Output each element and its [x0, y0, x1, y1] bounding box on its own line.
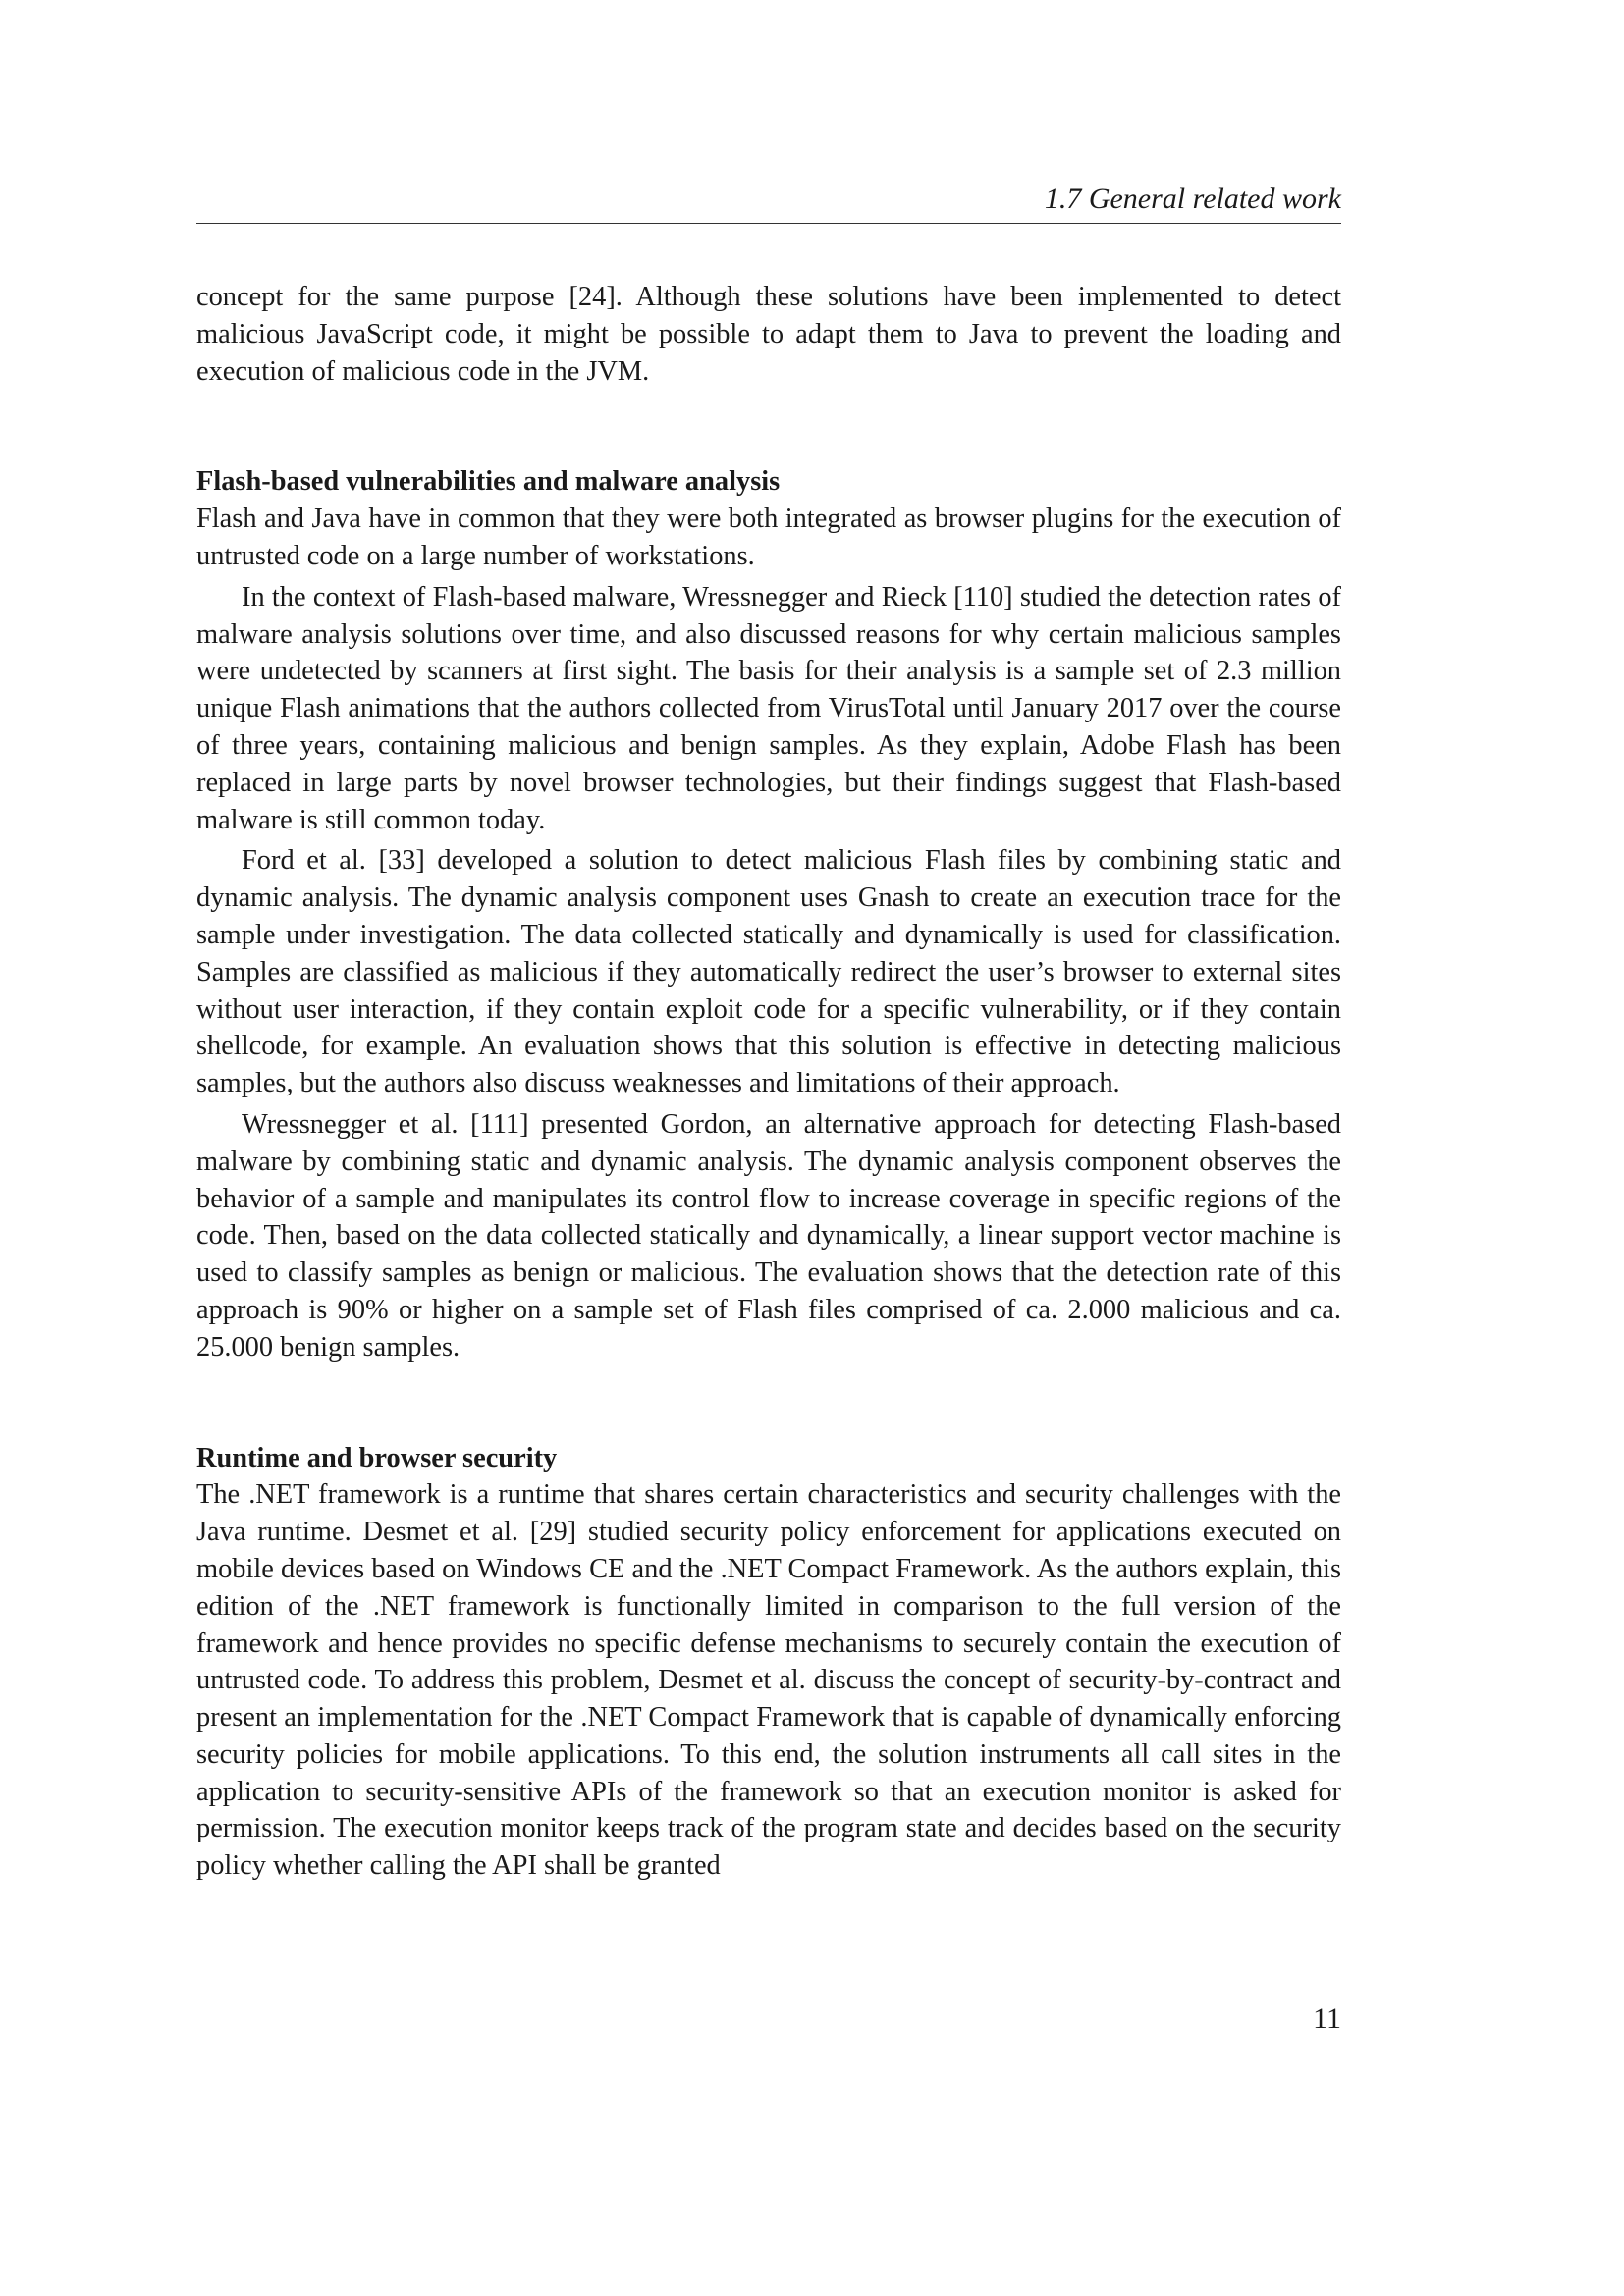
body-paragraph: Wressnegger et al. [111] presented Gordon, an alternative approach for detecting Flash-based malware by combining static and dynamic analysis. The dynamic analysis component observes the behavior of a sample and manipulates its control flow to increase coverage in specific regions of the code. Then, based on the data collected statically and dynamically, a linear support vector machine is used to classify samples as benign or malicious. The evaluation shows that the detection rate of this approach is 90% or higher on a sample set of Flash files comprised of ca. 2.000 malicious and ca. 25.000 benign samples. — [196, 1108, 1341, 1362]
body-paragraph: The .NET framework is a runtime that shares certain characteristics and security challenges with the Java runtime. Desmet et al. [29] studied security policy enforcement for applications executed on mobile devices based on Windows CE and the .NET Compact Framework. As the authors explain, this edition of the .NET framework is functionally limited in comparison to the full version of the framework and hence provides no specific defense mechanisms to securely contain the execution of untrusted code. To address this problem, Desmet et al. discuss the concept of security-by-contract and present an implementation for the .NET Compact Framework that is capable of dynamically enforcing security policies for mobile applications. To this end, the solution instruments all call sites in the application to security-sensitive APIs of the framework so that an execution monitor is asked for permission. The execution monitor keeps track of the program state and decides based on the security policy whether calling the API shall be granted — [196, 1479, 1341, 1882]
section-heading: Flash-based vulnerabilities and malware analysis — [196, 466, 781, 498]
main-text — [196, 279, 1341, 1885]
section-runtime-security — [196, 1440, 1341, 1886]
body-paragraph: In the context of Flash-based malware, Wressnegger and Rieck [110] studied the detection rates of malware analysis solutions over time, and also discussed reasons for why certain malicious samples were undetected by scanners at first sight. The basis for their analysis is a sample set of 2.3 million unique Flash animations that the authors collected from VirusTotal until January 2017 over the course of three years, containing malicious and benign samples. As they explain, Adobe Flash has been replaced in large parts by novel browser technologies, but their findings suggest that Flash-based malware is still common today. — [196, 581, 1341, 835]
body-paragraph: Ford et al. [33] developed a solution to detect malicious Flash files by combining static and dynamic analysis. The dynamic analysis component uses Gnash to create an execution trace for the sample under investigation. The data collected statically and dynamically is used for classification. Samples are classified as malicious if they automatically redirect the user’s browser to external sites without user interaction, if they contain exploit code for a specific vulnerability, or if they contain shellcode, for example. An evaluation shows that this solution is effective in detecting malicious samples, but the authors also discuss weaknesses and limitations of their approach. — [196, 845, 1341, 1099]
section-heading: Runtime and browser security — [196, 1442, 558, 1473]
section-flash-malware — [196, 463, 1341, 1365]
running-head: 1.7 General related work — [1044, 183, 1341, 215]
page-header — [196, 180, 1341, 224]
body-paragraph: concept for the same purpose [24]. Although these solutions have been implemented to detect malicious JavaScript code, it might be possible to adapt them to Java to prevent the loading and execution of malicious code in the JVM. — [196, 282, 1341, 387]
body-paragraph: Flash and Java have in common that they were both integrated as browser plugins for the execution of untrusted code on a large number of workstations. — [196, 504, 1341, 571]
page-number: 11 — [1313, 2002, 1341, 2035]
